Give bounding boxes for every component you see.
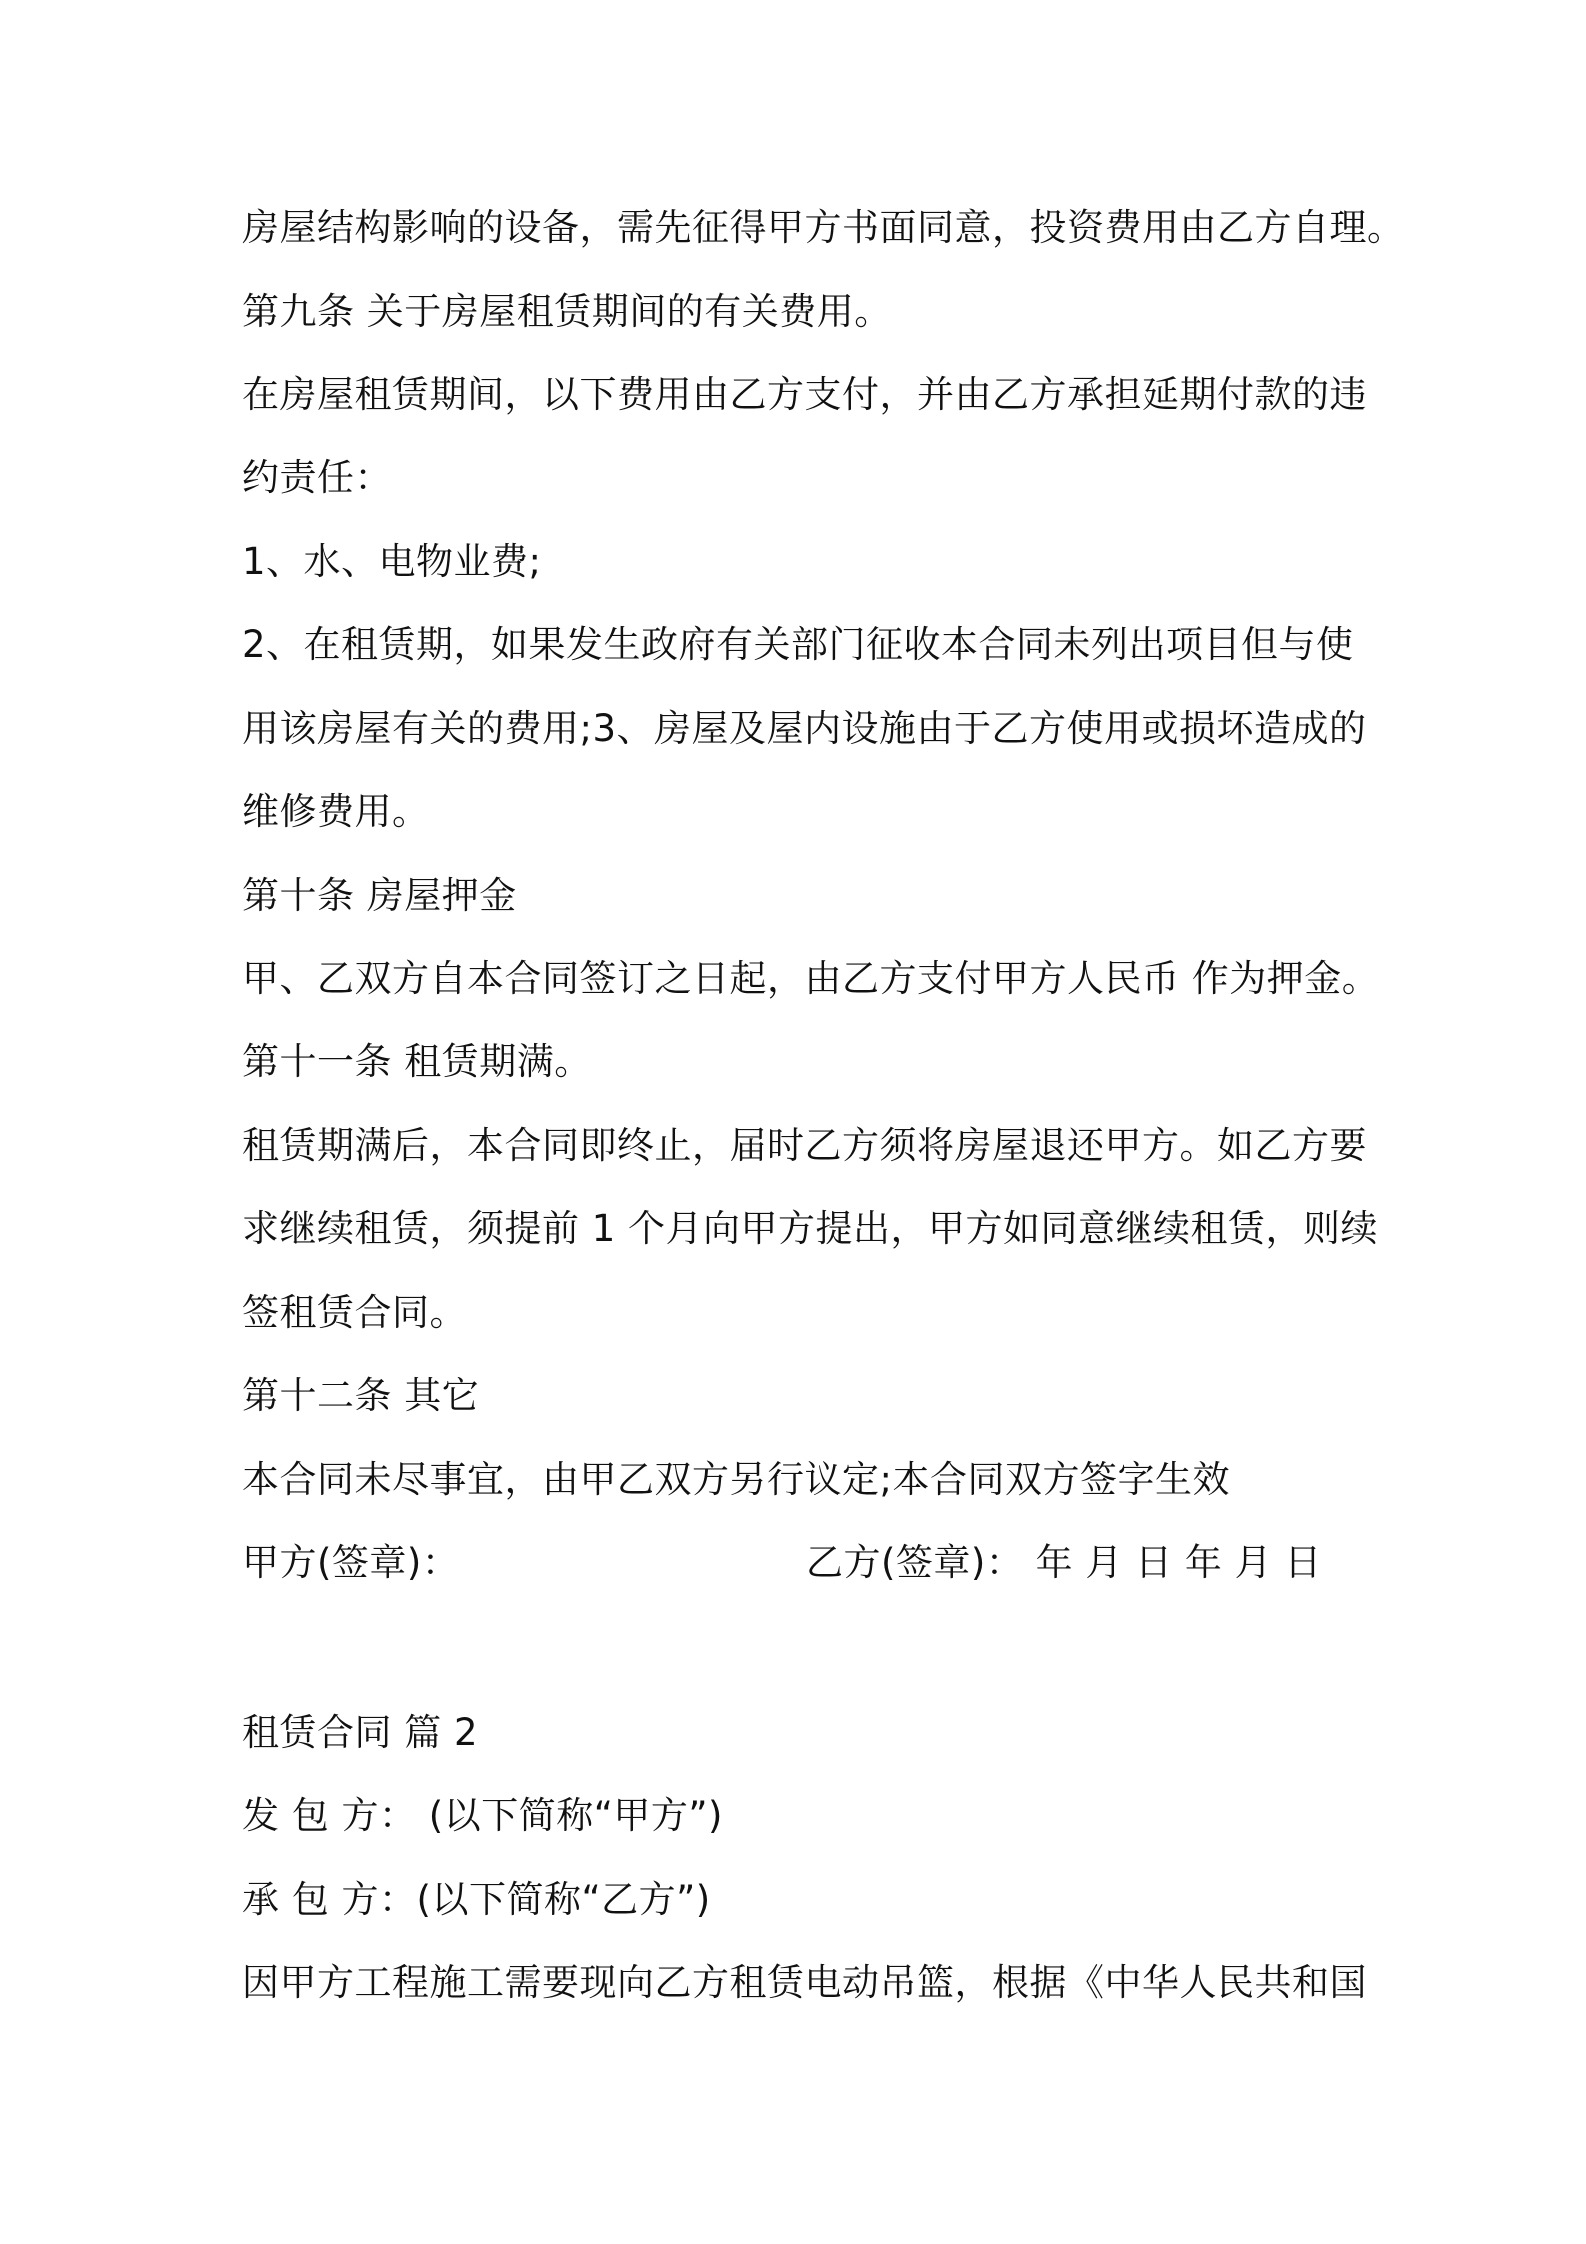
article-heading: 第十二条 其它 [242, 1374, 480, 1417]
paragraph-line: 因甲方工程施工需要现向乙方租赁电动吊篮，根据《中华人民共和国 [242, 1961, 1367, 2004]
paragraph-line: 用该房屋有关的费用;3、房屋及屋内设施由于乙方使用或损坏造成的 [242, 707, 1367, 750]
paragraph-line: 本合同未尽事宜，由甲乙双方另行议定;本合同双方签字生效 [242, 1458, 1230, 1501]
paragraph-line: 维修费用。 [242, 790, 430, 833]
article-heading: 第十条 房屋押金 [242, 874, 517, 917]
party-a-signature: 甲方(签章)： [242, 1541, 460, 1584]
list-item: 2、在租赁期，如果发生政府有关部门征收本合同未列出项目但与使 [242, 623, 1354, 666]
subcontractor-line: 承 包 方：(以下简称“乙方”) [242, 1878, 711, 1921]
list-item: 1、水、电物业费; [242, 540, 542, 583]
article-heading: 第十一条 租赁期满。 [242, 1040, 592, 1083]
paragraph-line: 在房屋租赁期间，以下费用由乙方支付，并由乙方承担延期付款的违 [242, 373, 1367, 416]
paragraph-line: 签租赁合同。 [242, 1291, 467, 1334]
paragraph-line: 约责任： [242, 456, 392, 499]
article-heading: 第九条 关于房屋租赁期间的有关费用。 [242, 290, 892, 333]
paragraph-line: 房屋结构影响的设备，需先征得甲方书面同意，投资费用由乙方自理。 [242, 206, 1405, 249]
paragraph-line: 甲、乙双方自本合同签订之日起，由乙方支付甲方人民币 作为押金。 [242, 957, 1380, 1000]
section-title: 租赁合同 篇 2 [242, 1711, 479, 1754]
paragraph-line: 租赁期满后，本合同即终止，届时乙方须将房屋退还甲方。如乙方要 [242, 1124, 1367, 1167]
contractor-line: 发 包 方： (以下简称“甲方”) [242, 1794, 723, 1837]
paragraph-line: 求继续租赁，须提前 1 个月向甲方提出，甲方如同意继续租赁，则续 [242, 1207, 1379, 1250]
party-b-signature: 乙方(签章)： 年 月 日 年 月 日 [806, 1541, 1322, 1584]
